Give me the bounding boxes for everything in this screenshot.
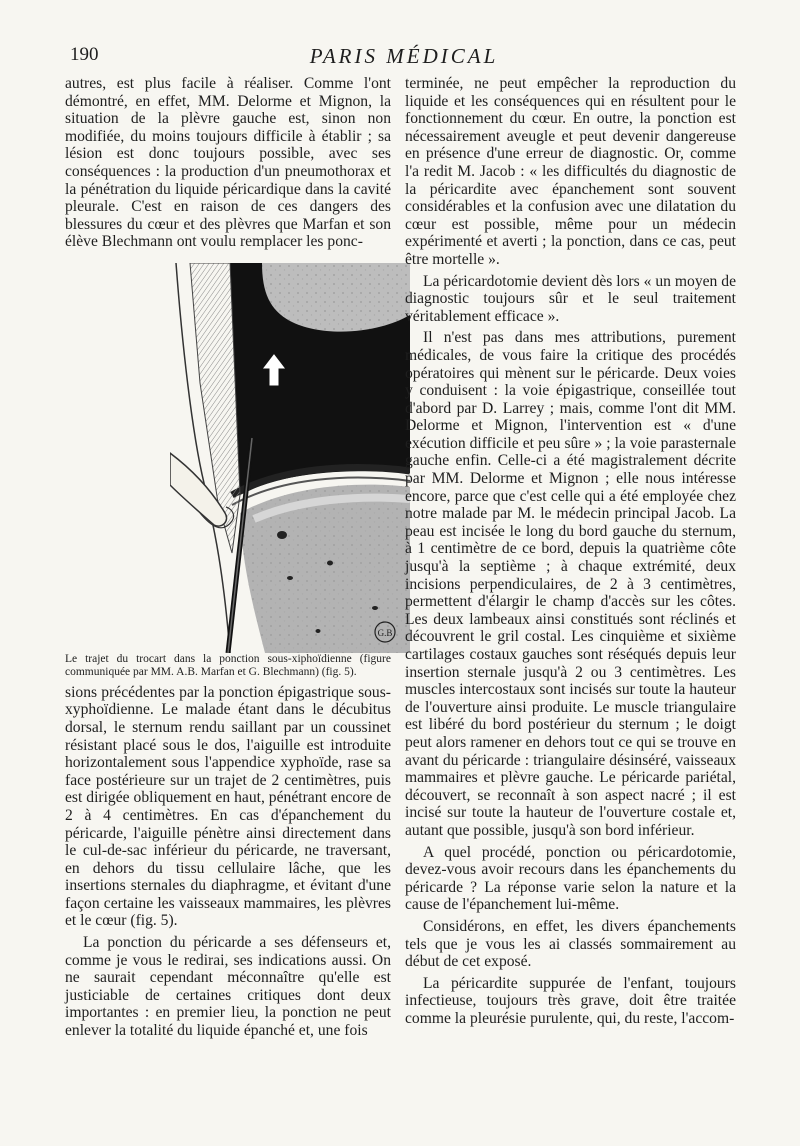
right-paragraph-2: La péricardotomie devient dès lors « un moyen de diagnostic toujours sûr et le seul traitement véritablement efficace ». xyxy=(405,272,736,325)
left-paragraph-2: sions précédentes par la ponction épigastrique sous-xyphoïdienne. Le malade étant dans le décubitus dorsal, le sternum rendu saillant par un coussinet résistant placé sous le dos, l'aiguille est introduite horizontalement sous l'appendice xyphoïde, rase sa face postérieure sur un trajet de 2 centimètres, puis est dirigée obliquement en haut, pénétrant encore de 2 à 4 centimètres. En cas d'épanchement du péricarde, l'aiguille pénètre ainsi directement dans le cul-de-sac inférieur du péricarde, ne traversant, en dehors du tissu cellulaire lâche, que les insertions sternales du diaphragme, et évitant d'une façon certaine les vaisseaux mammaires, les plèvres et le cœur (fig. 5). xyxy=(65,683,391,930)
right-paragraph-6: La péricardite suppurée de l'enfant, toujours infectieuse, toujours très grave, doit être traitée comme la pleurésie purulente, qui, du reste, l'accom- xyxy=(405,974,736,1027)
right-paragraph-4: A quel procédé, ponction ou péricardotomie, devez-vous avoir recours dans les épanchements du péricarde ? La réponse varie selon la nature et la cause de l'épanchement lui-même. xyxy=(405,843,736,914)
page-header xyxy=(70,44,738,72)
pericardial-puncture-illustration xyxy=(170,263,410,653)
left-paragraph-1: autres, est plus facile à réaliser. Comme l'ont démontré, en effet, MM. Delorme et Mignon, la situation de la plèvre gauche est, sinon non modifiée, du moins toujours difficile à établir ; sa lésion est donc toujours possible, avec ses conséquences : la production d'un pneumothorax et la pénétration du liquide péricardique dans la cavité pleurale. C'est en raison de ces dangers des blessures du cœur et des plèvres que Marfan et son élève Blechmann ont voulu remplacer les ponc- xyxy=(65,75,391,251)
journal-title: PARIS MÉDICAL xyxy=(309,44,499,68)
left-column xyxy=(65,75,391,1040)
page-number: 190 xyxy=(70,44,99,65)
figure-initials: G.B xyxy=(377,627,393,638)
right-paragraph-5: Considérons, en effet, les divers épanchements tels que je vous les ai classés sommairement au début de cet exposé. xyxy=(405,917,736,971)
anatomical-figure xyxy=(170,263,410,653)
figure-caption: Le trajet du trocart dans la ponction sous-xiphoïdienne (figure communiquée par MM. A.B. Marfan et G. Blechmann) (fig. 5). xyxy=(65,652,391,679)
left-paragraph-3: La ponction du péricarde a ses défenseurs et, comme je vous le redirai, ses indications aussi. On ne saurait cependant méconnaître qu'elle est justiciable de certaines critiques dont deux importantes : en premier lieu, la ponction ne peut enlever la totalité du liquide épanché et, une fois xyxy=(65,934,391,1040)
right-paragraph-1: terminée, ne peut empêcher la reproduction du liquide et les conséquences qui en résultent pour le fonctionnement du cœur. En outre, la ponction est nécessairement aveugle et peut devenir dangereuse en présence d'une erreur de diagnostic. Or, comme l'a redit M. Jacob : « les difficultés du diagnostic de la péricardite avec épanchement sont souvent considérables et la confusion avec une dilatation du cœur est possible, même pour un médecin expérimenté et averti ; la ponction, dans ce cas, peut être mortelle ». xyxy=(405,75,736,268)
right-column xyxy=(405,75,736,1027)
right-paragraph-3: Il n'est pas dans mes attributions, purement médicales, de vous faire la critique des procédés opératoires qui mènent sur le péricarde. Deux voies y conduisent : la voie épigastrique, conseillée tout d'abord par D. Larrey ; mais, comme l'ont dit MM. Delorme et Mignon, l'intervention est « d'une exécution difficile et peu sûre » ; la voie parasternale gauche enfin. Celle-ci a été magistralement décrite par MM. Delorme et Mignon ; elle nous intéresse encore, parce que c'est celle qui a été employée chez notre malade par M. le médecin principal Jacob. La peau est incisée le long du bord gauche du sternum, à 1 centimètre de ce bord, depuis la quatrième côte jusqu'à la septième ; à chaque extrémité, deux incisions perpendiculaires, de 2 à 3 centimètres, permettent d'élargir le champ d'accès sur les côtes. Les deux lambeaux ainsi constitués sont réclinés et découvrent le gril costal. Les cinquième et sixième cartilages costaux gauches sont réséqués depuis leur insertion sternale jusqu'à 2 ou 3 centimètres. Les muscles intercostaux sont incisés sur toute la hauteur de l'ouverture ainsi produite. Le muscle triangulaire est libéré du bord postérieur du sternum ; le doigt peut alors ramener en dehors tout ce qui se trouve en avant du péricarde : triangulaire désinséré, vaisseaux mammaires et plèvre gauche. Le péricarde pariétal, découvert, se reconnaît à son aspect nacré ; il est incisé sur toute la hauteur de l'ouverture costale et, autant que possible, jusqu'à son bord inférieur. xyxy=(405,329,736,839)
